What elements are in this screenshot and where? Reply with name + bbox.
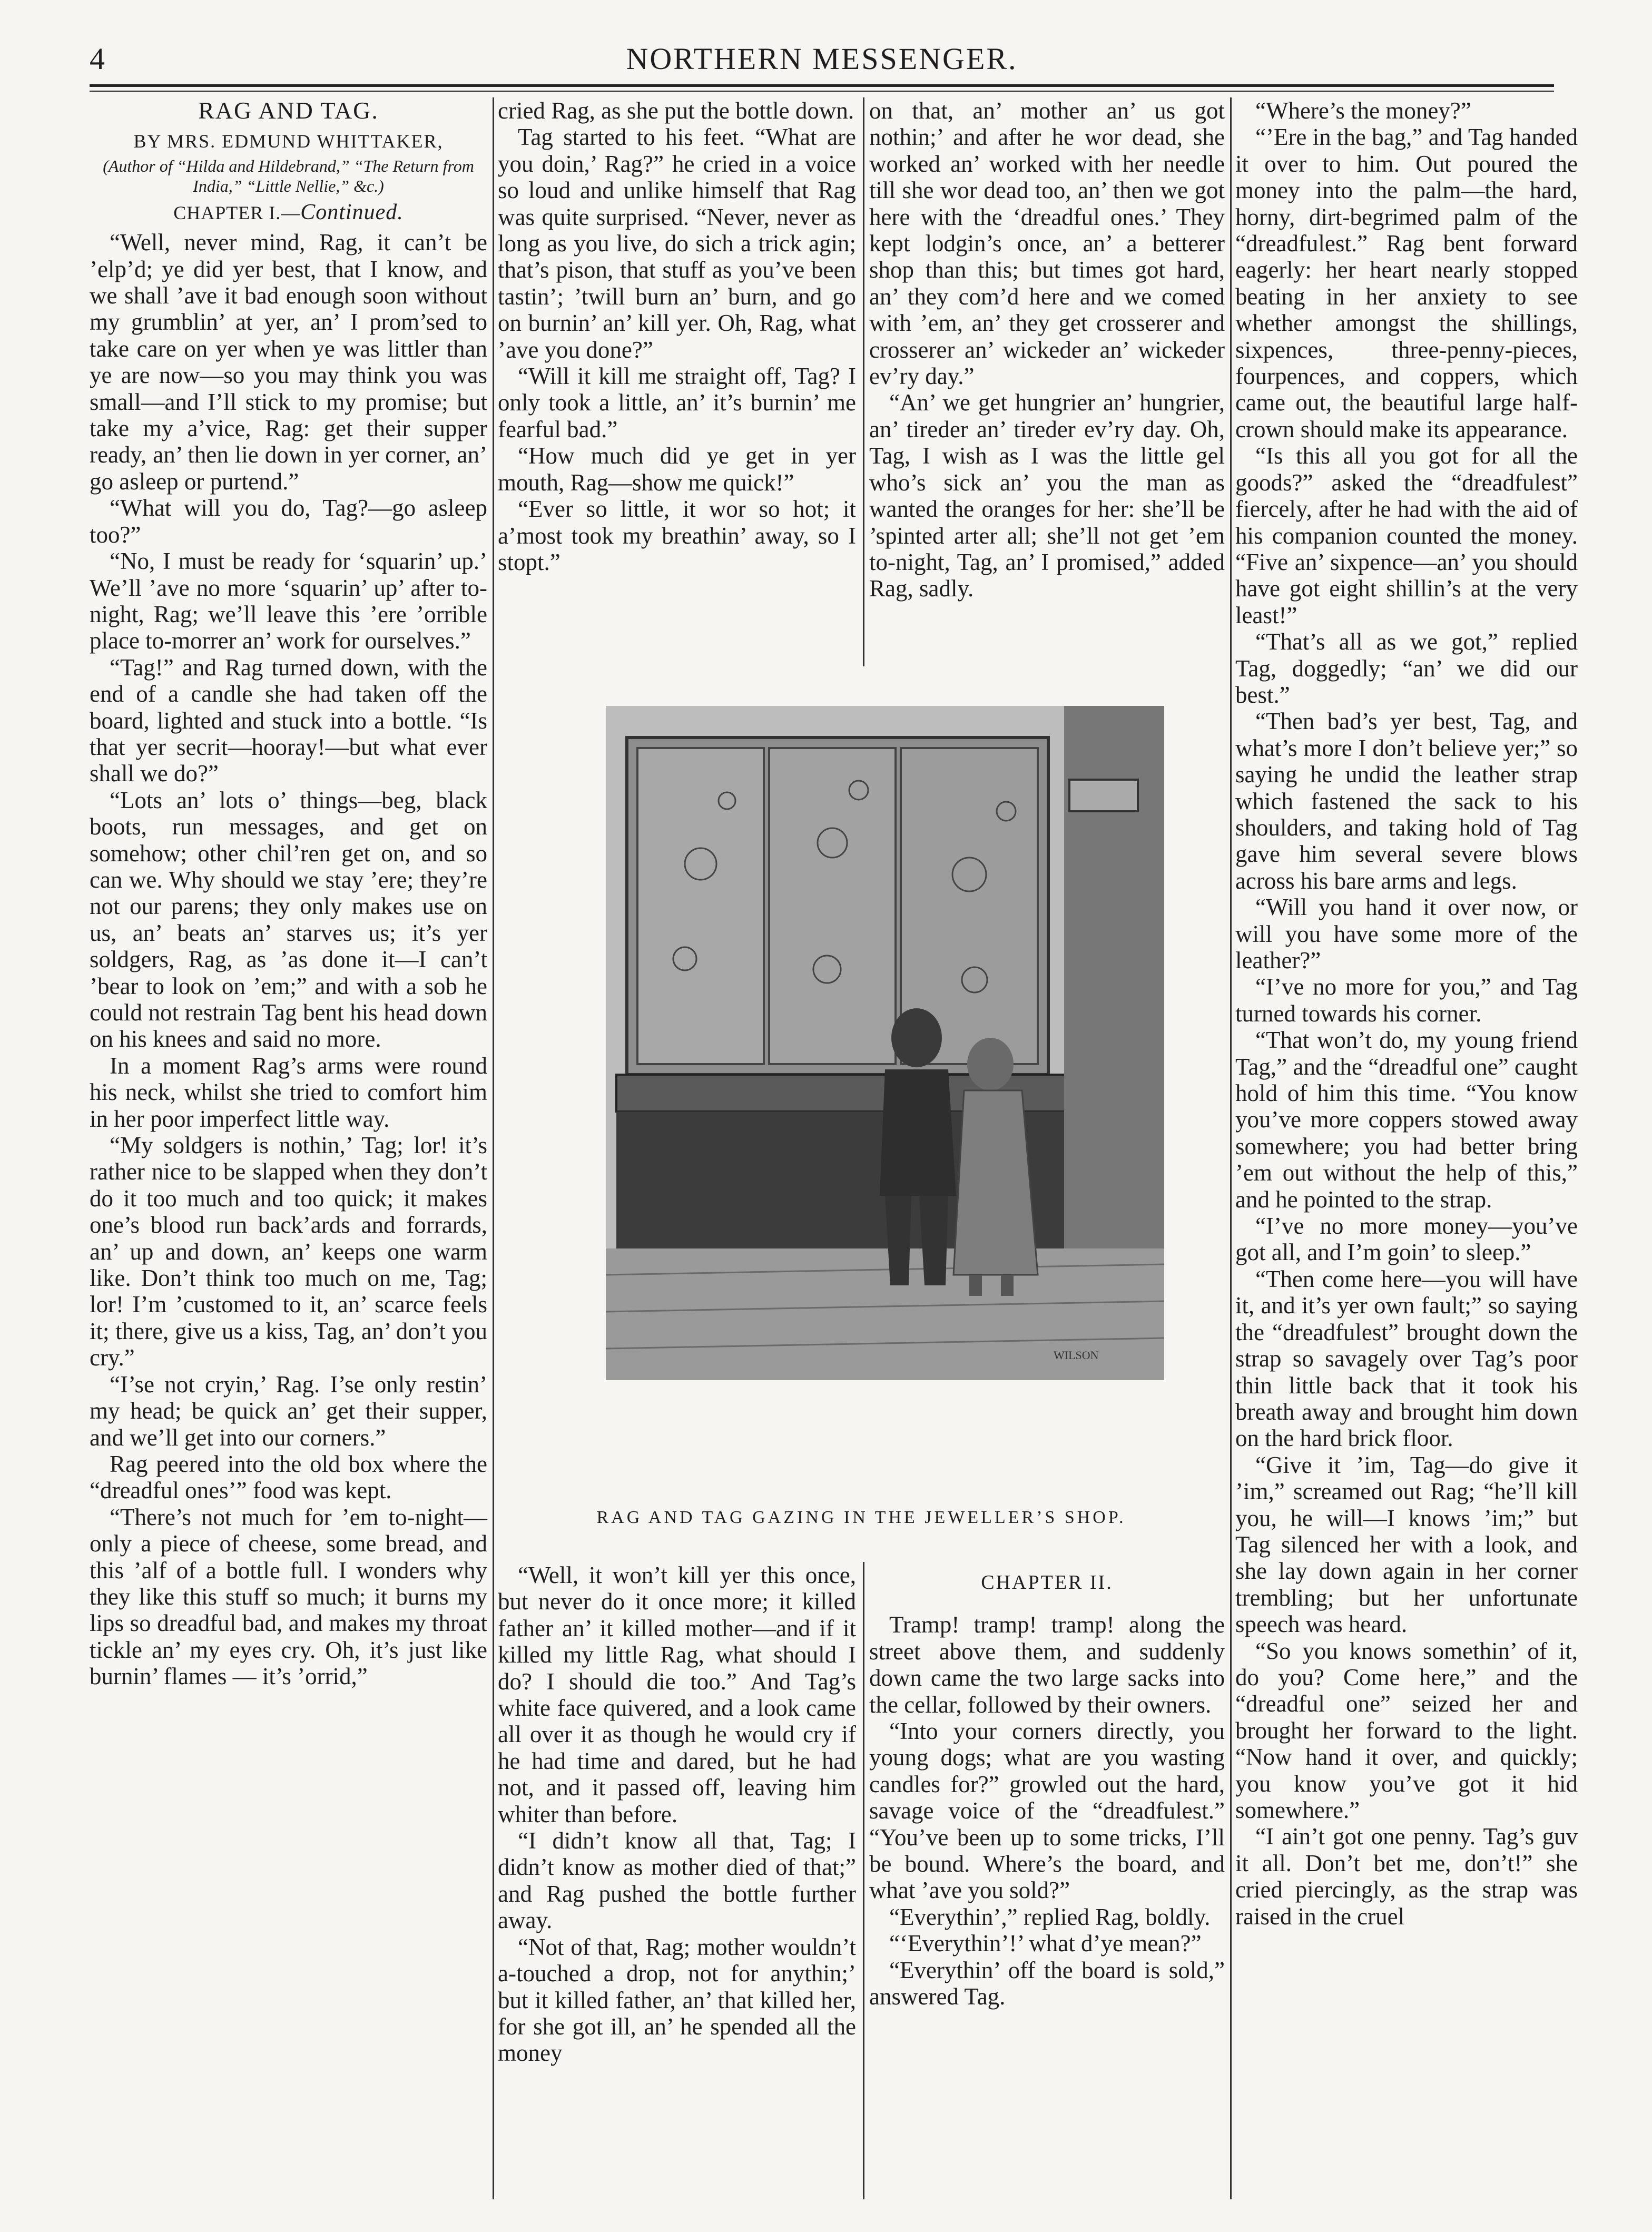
paragraph: “An’ we get hungrier an’ hungrier, an’ tireder an’ tireder ev’ry day. Oh, Tag, I wish as I was the little gel who’s sick an’ you the man as wanted the oranges for her: she’ll be ’spinted arter all; she’ll not get ’em to-night, Tag, an’ I promised,” added Rag, sadly. — [869, 389, 1225, 602]
paragraph: “That’s all as we got,” replied Tag, doggedly; “an’ we did our best.” — [1235, 628, 1578, 708]
paragraph: “What will you do, Tag?—go asleep too?” — [90, 495, 487, 548]
paragraph: “Tag!” and Rag turned down, with the end of a candle she had taken off the board, lighted and stuck into a bottle. “Is that yer secrit—hooray!—but what ever shall we do?” — [90, 654, 487, 787]
engraving-illustration — [606, 706, 1164, 1380]
chapter-one-heading — [90, 199, 487, 226]
paragraph: “No, I must be ready for ‘squarin’ up.’ We’ll ’ave no more ‘squarin’ up’ after to-night, Rag; we’ll leave this ’ere ’orrible place to-morrer an’ work for ourselves.” — [90, 548, 487, 654]
paragraph: “’Ere in the bag,” and Tag handed it over to him. Out poured the money into the palm—the hard, horny, dirt-begrimed palm of the “dreadfulest.” Rag bent forward eagerly: her heart nearly stopped beating in her anxiety to see whether amongst the shillings, sixpences, three-penny-pieces, fourpences, and coppers, which came out, the beautiful large half-crown should make its appearance. — [1235, 124, 1578, 443]
paragraph: “I ain’t got one penny. Tag’s guv it all. Don’t bet me, don’t!” she cried piercingly, as the strap was raised in the cruel — [1235, 1823, 1578, 1930]
page-header — [90, 37, 1554, 87]
paragraph: “Then come here—you will have it, and it’s yer own fault;” so saying the “dreadfulest” brought down the strap so savagely over Tag’s poor thin little back that it took his breath away and brought him down on the hard brick floor. — [1235, 1265, 1578, 1452]
paragraph: “Not of that, Rag; mother wouldn’t a-touched a drop, not for anythin;’ but it killed father, an’ that killed her, for she got ill, an’ he spended all the money — [498, 1933, 856, 2067]
header-rule-thick — [90, 84, 1554, 87]
paragraph: “There’s not much for ’em to-night—only a piece of cheese, some bread, and this ’alf of a bottle full. I wonders why they like this stuff so much; it burns my lips so dreadful bad, and makes my throat tickle an’ my eyes cry. Oh, it’s just like burnin’ flames — it’s ’orrid,” — [90, 1503, 487, 1690]
engraver-signature: WILSON — [1054, 1349, 1099, 1362]
paragraph: “Everythin’ off the board is sold,” answered Tag. — [869, 1956, 1225, 2010]
header-rule-thin — [90, 91, 1554, 92]
masthead-title: NORTHERN MESSENGER. — [626, 42, 1018, 76]
paragraph: “Is this all you got for all the goods?” asked the “dreadfulest” fiercely, after he had with the aid of his companion counted the money. “Five an’ sixpence—an’ you should have got eight shillin’s at the very least!” — [1235, 443, 1578, 628]
paragraph: “Then bad’s yer best, Tag, and what’s more I don’t believe yer;” so saying he undid the leather strap which fastened the sack to his shoulders, and taking hold of Tag gave him several severe blows across his bare arms and legs. — [1235, 708, 1578, 894]
paragraph: “Well, never mind, Rag, it can’t be ’elp’d; ye did yer best, that I know, and we shall ’ave it bad enough soon without my grumblin’ at yer, an’ I prom’sed to take care on yer when ye was littler than ye are now—so you may think you was small—and I’ll stick to my promise; but take my a’vice, Rag: get their supper ready, an’ then lie down in yer corner, an’ go asleep or purtend.” — [90, 229, 487, 495]
page-number: 4 — [90, 42, 105, 76]
column-1 — [90, 97, 487, 2197]
paragraph: “Into your corners directly, you young dogs; what are you wasting candles for?” growled out the hard, savage voice of the “dreadfulest.” “You’ve been up to some tricks, I’ll be bound. Where’s the board, and what ’ave you sold?” — [869, 1718, 1225, 1904]
paragraph: “That won’t do, my young friend Tag,” and the “dreadful one” caught hold of him this time. “You know you’ve more coppers stowed away somewhere; you had better bring ’em out without the help of this,” and he pointed to the strap. — [1235, 1027, 1578, 1213]
chapter-two-heading: CHAPTER II. — [981, 1571, 1113, 1594]
paragraph: “How much did ye get in yer mouth, Rag—show me quick!” — [498, 443, 856, 496]
column-divider — [493, 97, 494, 2199]
article-byline: BY MRS. EDMUND WHITTAKER, — [133, 131, 444, 152]
column-3-top — [869, 97, 1225, 672]
paragraph: “I’se not cryin,’ Rag. I’se only restin’ my head; be quick an’ get their supper, and we’ll get into our corners.” — [90, 1371, 487, 1451]
paragraph: “I’ve no more money—you’ve got all, and I’m goin’ to sleep.” — [1235, 1213, 1578, 1266]
column-divider — [863, 1562, 864, 2199]
paragraph: “Will you hand it over now, or will you have some more of the leather?” — [1235, 894, 1578, 974]
author-note: (Author of “Hilda and Hildebrand,” “The Return from India,” “Little Nellie,” &c.) — [103, 156, 474, 195]
paragraph: “I’ve no more for you,” and Tag turned towards his corner. — [1235, 974, 1578, 1027]
paragraph: on that, an’ mother an’ us got nothin;’ and after he wor dead, she worked an’ worked with her needle till she wor dead too, an’ then we got here with the ‘dreadful ones.’ They kept lodgin’s once, an’ a betterer shop than this; but times got hard, an’ they com’d here and we comed with ’em, an’ they get crosserer and crosserer an’ wickeder an’ wickeder ev’ry day.” — [869, 97, 1225, 390]
column-divider — [863, 97, 864, 666]
paragraph: “Well, it won’t kill yer this once, but never do it once more; it killed father an’ it killed mother—and if it killed my little Rag, what should I do? I should die too.” And Tag’s white face quivered, and a look came all over it as though he would cry if he had time and dared, but he had not, and it passed off, leaving him whiter than before. — [498, 1562, 856, 1827]
paragraph: “Lots an’ lots o’ things—beg, black boots, run messages, and get on somehow; other chil’ren get on, and so can we. Why should we stay ’ere; they’re not our parens; they only makes use on us, an’ beats an’ starves us; it’s yer soldgers, Rag, as ’as done it—I can’t ’bear to look on ’em;” and with a sob he could not restrain Tag bent his head down on his knees and said no more. — [90, 786, 487, 1053]
paragraph: “I didn’t know all that, Tag; I didn’t know as mother died of that;” and Rag pushed the bottle further away. — [498, 1827, 856, 1934]
chapter-one-continued: Continued. — [300, 200, 404, 224]
paragraph: “Give it ’im, Tag—do give it ’im,” screamed out Rag; “he’ll kill you, he will—I knows ’im;” but Tag silenced her with a look, and she lay down again in her corner trembling; but her unfortunate speech was heard. — [1235, 1451, 1578, 1638]
jeweller-shop-scene — [606, 706, 1164, 1380]
paragraph: Tag started to his feet. “What are you doin,’ Rag?” he cried in a voice so loud and unlike himself that Rag was quite surprised. “Never, never as long as you live, do sich a trick agin; that’s pison, that stuff as you’ve been tastin’; ’twill burn an’ burn, and go on burnin’ an’ kill yer. Oh, Rag, what ’ave you done?” — [498, 124, 856, 363]
paragraph: “Everythin’,” replied Rag, boldly. — [889, 1903, 1211, 1930]
illustration-caption: RAG AND TAG GAZING IN THE JEWELLER’S SHOP. — [596, 1508, 1126, 1527]
paragraph: “My soldgers is nothin,’ Tag; lor! it’s rather nice to be slapped when they don’t do it too much and too quick; it makes one’s blood run back’ards and forrards, an’ up and down, an’ keeps one warm like. Don’t think too much on me, Tag; lor! I’m ’customed to it, an’ scarce feels it; there, give us a kiss, Tag, an’ don’t you cry.” — [90, 1132, 487, 1371]
article-title: RAG AND TAG. — [198, 97, 379, 124]
column-2-top — [498, 97, 856, 672]
column-4 — [1235, 97, 1578, 2197]
column-2-bottom — [498, 1562, 856, 2197]
chapter-one-label: CHAPTER I.— — [173, 202, 301, 223]
paragraph: “‘Everythin’!’ what d’ye mean?” — [889, 1930, 1202, 1957]
paragraph: Rag peered into the old box where the “dreadful ones’” food was kept. — [90, 1450, 487, 1504]
paragraph: “Will it kill me straight off, Tag? I only took a little, an’ it’s burnin’ me fearful bad.” — [498, 363, 856, 443]
column-3-bottom — [869, 1562, 1225, 2197]
paragraph: In a moment Rag’s arms were round his neck, whilst she tried to comfort him in her poor imperfect little way. — [90, 1052, 487, 1132]
column-divider — [1230, 97, 1232, 2199]
paragraph: “Where’s the money?” — [1255, 97, 1471, 124]
paragraph: “So you knows somethin’ of it, do you? Come here,” and the “dreadful one” seized her and brought her forward to the light. “Now hand it over, and quickly; you know you’ve got it hid somewhere.” — [1235, 1637, 1578, 1823]
paragraph: cried Rag, as she put the bottle down. — [498, 97, 854, 124]
paragraph: Tramp! tramp! tramp! along the street above them, and suddenly down came the two large sacks into the cellar, followed by their owners. — [869, 1611, 1225, 1718]
paragraph: “Ever so little, it wor so hot; it a’most took my breathin’ away, so I stopt.” — [498, 496, 856, 575]
